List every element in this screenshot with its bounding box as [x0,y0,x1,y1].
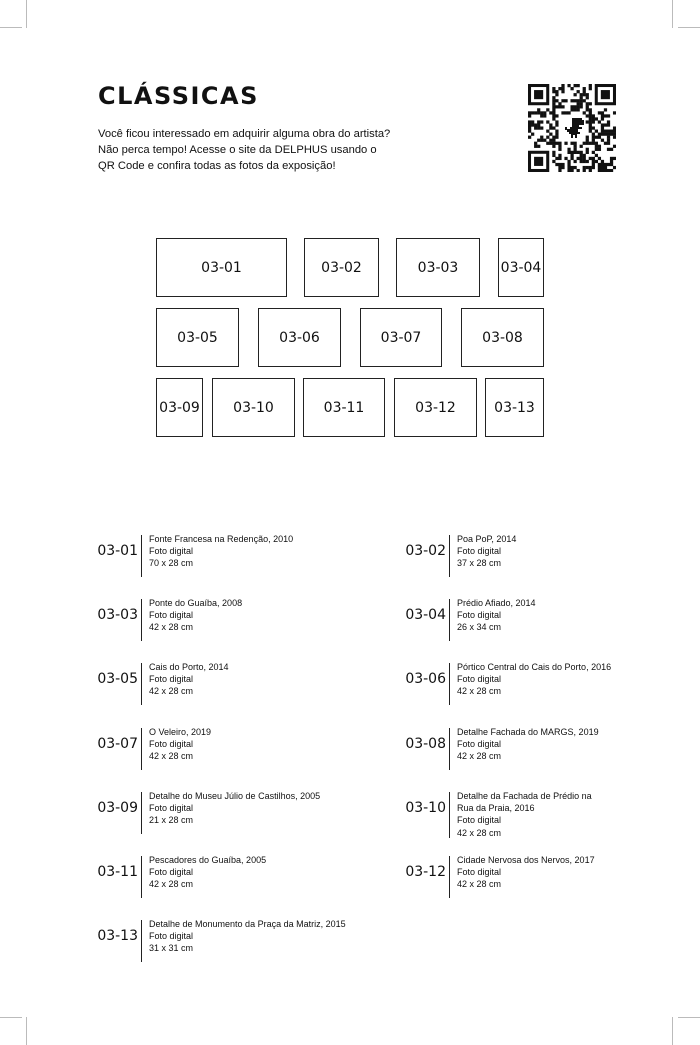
entry-divider [449,535,450,577]
crop-mark [0,1017,22,1018]
entry-title: Fonte Francesa na Redenção, 2010 [149,534,294,544]
crop-mark [26,1017,27,1045]
entry-info [149,854,266,891]
entry-info [457,661,611,698]
entry-divider [141,856,142,898]
crop-mark [672,1017,673,1045]
map-box-03-12: 03-12 [394,378,477,437]
map-box-03-11: 03-11 [303,378,385,437]
entry-title: Pescadores do Guaíba, 2005 [149,855,267,865]
map-box-03-07: 03-07 [360,308,442,367]
entry-divider [141,728,142,770]
entry-title: O Veleiro, 2019 [149,727,212,737]
entry-title: Detalhe de Monumento da Praça da Matriz, 2015 [149,919,346,929]
intro-text [98,126,398,174]
map-box-03-05: 03-05 [156,308,239,367]
entry-code: 03-01 [97,543,138,559]
entry-divider [141,792,142,834]
map-box-03-01: 03-01 [156,238,287,297]
entry-info [149,726,211,763]
map-box-03-04: 03-04 [498,238,544,297]
entry-medium: Foto digital [149,674,194,685]
entry-code: 03-10 [405,800,446,816]
entry-divider [449,599,450,641]
entry-medium: Foto digital [457,815,502,826]
crop-mark [26,0,27,28]
entry-code: 03-02 [405,543,446,559]
entry-size: 42 x 28 cm [149,879,194,890]
intro-line: QR Code e confira todas as fotos da exposição! [98,160,336,172]
entry-size: 37 x 28 cm [457,558,502,569]
entry-title: Cidade Nervosa dos Nervos, 2017 [457,855,595,865]
entry-divider [449,728,450,770]
entry-code: 03-09 [97,800,138,816]
entry-code: 03-11 [97,864,138,880]
entry-code: 03-13 [97,928,138,944]
entry-title: Rua da Praia, 2016 [457,803,535,814]
entry-size: 42 x 28 cm [457,879,502,890]
entry-title: Cais do Porto, 2014 [149,662,229,672]
entry-code: 03-05 [97,671,138,687]
intro-line: Não perca tempo! Acesse o site da DELPHUS usando o [98,144,377,156]
dinosaur-icon [565,118,584,138]
entry-info [457,790,592,839]
entry-info [457,597,536,634]
entry-code: 03-12 [405,864,446,880]
entry-size: 42 x 28 cm [457,751,502,762]
entry-size: 42 x 28 cm [149,686,194,697]
entry-title: Prédio Afiado, 2014 [457,598,536,608]
map-box-03-09: 03-09 [156,378,203,437]
entry-title: Detalhe da Fachada de Prédio na [457,791,592,801]
entry-code: 03-06 [405,671,446,687]
intro-line: Você ficou interessado em adquirir alguma obra do artista? [98,128,391,140]
page-title: CLÁSSICAS [98,82,259,110]
entry-medium: Foto digital [457,674,502,685]
entry-size: 42 x 28 cm [457,827,502,838]
map-box-03-08: 03-08 [461,308,544,367]
map-box-03-02: 03-02 [304,238,379,297]
entry-size: 42 x 28 cm [149,622,194,633]
entry-info [457,854,595,891]
entry-divider [449,663,450,705]
entry-divider [449,792,450,838]
entry-info [149,790,320,827]
entry-info [149,661,229,698]
entry-info [457,726,599,763]
entry-code: 03-04 [405,607,446,623]
qr-code-icon[interactable] [528,84,616,172]
entry-code: 03-07 [97,736,138,752]
map-box-03-13: 03-13 [485,378,544,437]
entry-divider [141,920,142,962]
entry-size: 31 x 31 cm [149,943,194,954]
crop-mark [678,1017,700,1018]
map-box-03-06: 03-06 [258,308,341,367]
entry-divider [141,663,142,705]
entry-medium: Foto digital [457,867,502,878]
entry-size: 70 x 28 cm [149,558,194,569]
entry-title: Detalhe Fachada do MARGS, 2019 [457,727,599,737]
entry-title: Pórtico Central do Cais do Porto, 2016 [457,662,612,672]
entry-medium: Foto digital [149,803,194,814]
entry-info [149,918,346,955]
entry-info [149,533,293,570]
entry-title: Detalhe do Museu Júlio de Castilhos, 2005 [149,791,321,801]
entry-divider [141,535,142,577]
entry-medium: Foto digital [149,610,194,621]
map-box-03-03: 03-03 [396,238,480,297]
entry-medium: Foto digital [149,739,194,750]
entry-title: Poa PoP, 2014 [457,534,517,544]
entry-divider [141,599,142,641]
entry-size: 42 x 28 cm [149,751,194,762]
entry-size: 21 x 28 cm [149,815,194,826]
entry-medium: Foto digital [149,931,194,942]
entry-info [149,597,242,634]
entry-code: 03-08 [405,736,446,752]
entry-medium: Foto digital [457,610,502,621]
crop-mark [678,27,700,28]
map-box-03-10: 03-10 [212,378,295,437]
entry-code: 03-03 [97,607,138,623]
entry-medium: Foto digital [149,867,194,878]
crop-mark [672,0,673,28]
entry-medium: Foto digital [457,546,502,557]
entry-info [457,533,516,570]
entry-divider [449,856,450,898]
entry-title: Ponte do Guaíba, 2008 [149,598,243,608]
entry-size: 26 x 34 cm [457,622,502,633]
entry-medium: Foto digital [149,546,194,557]
crop-mark [0,27,22,28]
entry-size: 42 x 28 cm [457,686,502,697]
entry-medium: Foto digital [457,739,502,750]
